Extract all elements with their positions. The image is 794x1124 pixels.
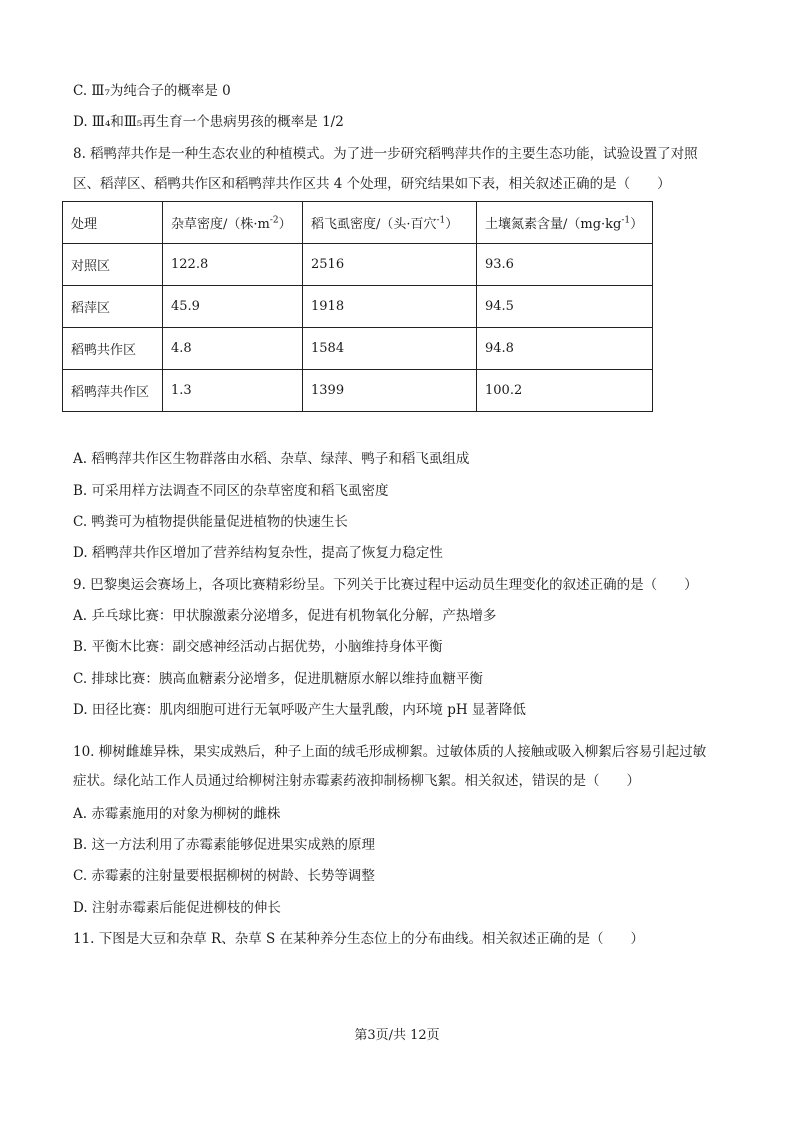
q10-option-c: C. 赤霉素的注射量要根据柳树的树龄、长势等调整 <box>73 868 375 884</box>
page-footer: 第3页/共 12页 <box>354 1028 440 1043</box>
q8-option-d: D. 稻鸭萍共作区增加了营养结构复杂性，提高了恢复力稳定性 <box>73 545 443 561</box>
table-header-cell: 杂草密度/（株$\cdot m^{-2}$） <box>163 202 303 244</box>
table-header-cell: 土壤氮素含量$/(mg\cdot kg^{-1})$ <box>477 202 653 244</box>
q8-stem-line2: 区、稻萍区、稻鸭共作区和稻鸭萍共作区共 4 个处理，研究结果如下表，相关叙述正确的是（ ） <box>73 176 671 192</box>
table-cell: 1584 <box>303 328 477 370</box>
table-cell: 94.5 <box>477 286 653 328</box>
table-cell: 对照区 <box>63 244 163 286</box>
table-cell: 2516 <box>303 244 477 286</box>
table-header-cell: 稻飞虱密度/（头·百穴$^{-1}$） <box>303 202 477 244</box>
table-cell: 1918 <box>303 286 477 328</box>
q8-option-b: B. 可采用样方法调查不同区的杂草密度和稻飞虱密度 <box>73 483 389 499</box>
table-row <box>63 370 653 412</box>
table-cell: 122.8 <box>163 244 303 286</box>
q9-option-a: A. 乒乓球比赛：甲状腺激素分泌增多，促进有机物氧化分解，产热增多 <box>73 608 497 624</box>
table-header-cell: 处理 <box>63 202 163 244</box>
table-cell: 45.9 <box>163 286 303 328</box>
q8-stem-line1: 8. 稻鸭萍共作是一种生态农业的种植模式。为了进一步研究稻鸭萍共作的主要生态功能，试验设置了对照 <box>73 146 698 162</box>
q9-stem: 9. 巴黎奥运会赛场上，各项比赛精彩纷呈。下列关于比赛过程中运动员生理变化的叙述正确的是（ ） <box>73 577 698 593</box>
q9-option-d: D. 田径比赛：肌肉细胞可进行无氧呼吸产生大量乳酸，内环境 pH 显著降低 <box>73 702 526 718</box>
q8-option-a: A. 稻鸭萍共作区生物群落由水稻、杂草、绿萍、鸭子和稻飞虱组成 <box>73 451 470 467</box>
table-row <box>63 286 653 328</box>
table-row <box>63 244 653 286</box>
q9-option-b: B. 平衡木比赛：副交感神经活动占据优势，小脑维持身体平衡 <box>73 639 443 655</box>
table-cell: 4.8 <box>163 328 303 370</box>
table-cell: 100.2 <box>477 370 653 412</box>
table-cell: 1399 <box>303 370 477 412</box>
table-cell: 稻鸭共作区 <box>63 328 163 370</box>
q10-option-d: D. 注射赤霉素后能促进柳枝的伸长 <box>73 900 281 916</box>
table-header-row <box>63 202 653 244</box>
prev-option-d: D. Ⅲ₄和Ⅲ₅再生育一个患病男孩的概率是 1/2 <box>73 114 344 130</box>
q10-stem-line1: 10. 柳树雌雄异株，果实成熟后，种子上面的绒毛形成柳絮。过敏体质的人接触或吸入柳絮后容易引起过敏 <box>73 744 707 760</box>
q8-data-table <box>62 201 653 412</box>
table-cell: 93.6 <box>477 244 653 286</box>
table-cell: 1.3 <box>163 370 303 412</box>
q8-option-c: C. 鸭粪可为植物提供能量促进植物的快速生长 <box>73 514 348 530</box>
q10-stem-line2: 症状。绿化站工作人员通过给柳树注射赤霉素药液抑制杨柳飞絮。相关叙述，错误的是（ ） <box>73 773 640 789</box>
table-cell: 稻鸭萍共作区 <box>63 370 163 412</box>
prev-option-c: C. Ⅲ₇为纯合子的概率是 0 <box>73 83 231 99</box>
q9-option-c: C. 排球比赛：胰高血糖素分泌增多，促进肌糖原水解以维持血糖平衡 <box>73 671 483 687</box>
table-row <box>63 328 653 370</box>
table-cell: 稻萍区 <box>63 286 163 328</box>
q10-option-a: A. 赤霉素施用的对象为柳树的雌株 <box>73 806 281 822</box>
table-cell: 94.8 <box>477 328 653 370</box>
q11-stem: 11. 下图是大豆和杂草 R、杂草 S 在某种养分生态位上的分布曲线。相关叙述正确的是（ ） <box>73 931 645 947</box>
q10-option-b: B. 这一方法利用了赤霉素能够促进果实成熟的原理 <box>73 837 376 853</box>
